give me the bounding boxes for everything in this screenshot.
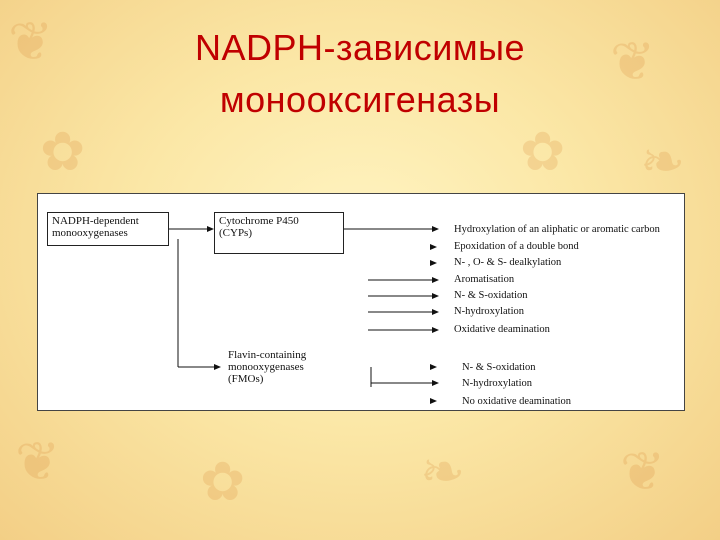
fmo-node bbox=[228, 349, 306, 385]
cyp-node-line-1: Cytochrome P450 bbox=[219, 215, 299, 227]
fmo-reaction-arrow bbox=[430, 364, 437, 370]
root-node bbox=[47, 212, 169, 246]
fmo-node-line-1: Flavin-containing bbox=[228, 349, 307, 361]
fmo-node-line-2: monooxygenases bbox=[228, 361, 304, 373]
leaf-decoration: ❧ bbox=[420, 442, 466, 502]
leaf-decoration: ❦ bbox=[620, 442, 666, 502]
fmo-node-line-3: (FMOs) bbox=[228, 373, 264, 385]
cyp-reaction: Epoxidation of a double bond bbox=[454, 241, 579, 252]
cyp-reaction: N- & S-oxidation bbox=[454, 290, 528, 301]
cyp-node-line-2: (CYPs) bbox=[219, 227, 253, 239]
leaf-decoration: ✿ bbox=[40, 122, 86, 182]
cyp-reaction: N- , O- & S- dealkylation bbox=[454, 257, 562, 268]
fmo-reaction: N- & S-oxidation bbox=[462, 362, 536, 373]
cyp-reaction: Hydroxylation of an aliphatic or aromatic carbon bbox=[454, 224, 660, 235]
cyp-reaction-arrow bbox=[430, 244, 437, 250]
cyp-reaction: Aromatisation bbox=[454, 274, 515, 285]
fmo-reaction: No oxidative deamination bbox=[462, 396, 572, 407]
leaf-decoration: ✿ bbox=[200, 452, 246, 512]
cyp-reaction: N-hydroxylation bbox=[454, 306, 524, 317]
leaf-decoration: ❧ bbox=[640, 132, 686, 192]
title-line-2: монооксигеназы bbox=[219, 79, 501, 120]
leaf-decoration: ✿ bbox=[520, 122, 566, 182]
fmo-reaction-arrow bbox=[430, 398, 437, 404]
fmo-reaction: N-hydroxylation bbox=[462, 378, 532, 389]
leaf-decoration: ❦ bbox=[15, 432, 61, 492]
title-line-1: NADPH-зависимые bbox=[194, 27, 526, 68]
root-node-line-1: NADPH-dependent bbox=[52, 215, 139, 227]
page-title bbox=[0, 22, 720, 126]
cyp-reaction-arrow bbox=[430, 260, 437, 266]
leaf-decoration: ❦ bbox=[8, 12, 54, 72]
monooxygenase-diagram bbox=[37, 193, 685, 411]
cyp-reaction: Oxidative deamination bbox=[454, 324, 550, 335]
cyp-node bbox=[214, 212, 344, 254]
root-node-line-2: monooxygenases bbox=[52, 227, 128, 239]
leaf-decoration: ❦ bbox=[610, 32, 656, 92]
